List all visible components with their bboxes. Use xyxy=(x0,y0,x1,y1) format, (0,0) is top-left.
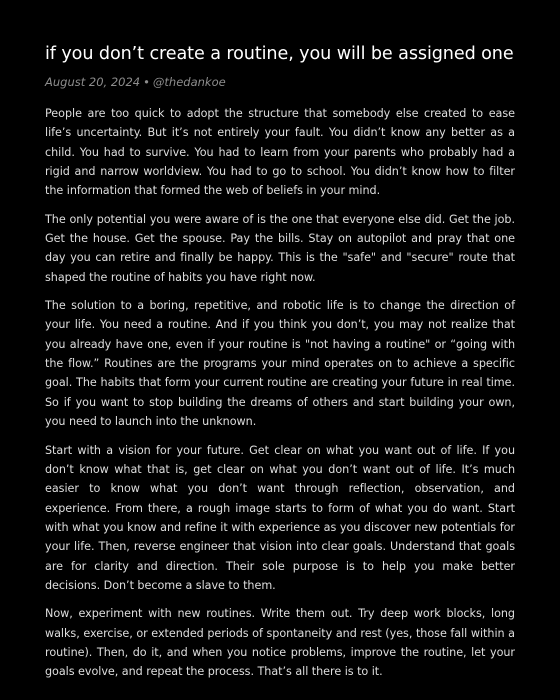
paragraph: Now, experiment with new routines. Write them out. Try deep work blocks, long walks, exercise, or extended periods of spontaneity and rest (yes, those fall within a routine). Then, do it, and when you notice problems, improve the routine, let your goals evolve, and repeat the process. That’s all there is to it. xyxy=(45,607,515,679)
meta-separator: • xyxy=(143,75,150,89)
paragraph: People are too quick to adopt the structure that somebody else created to ease life’s uncertainty. But it’s not entirely your fault. You didn’t know any better as a child. You had to survive. You had to learn from your parents who probably had a rigid and narrow worldview. You had to go to school. You didn’t know how to filter the information that formed the web of beliefs in your mind. xyxy=(45,107,515,198)
paragraph: The only potential you were aware of is the one that everyone else did. Get the job. Get the house. Get the spouse. Pay the bills. Stay on autopilot and pray that one day you can retire and finally be happy. This is the "safe" and "secure" route that shaped the routine of habits you have right now. xyxy=(45,212,515,284)
paragraph: Start with a vision for your future. Get clear on what you want out of life. If you don’t know what that is, get clear on what you don’t want out of life. It’s much easier to know what you don’t want through reflection, observation, and experience. From there, a rough image starts to form of what you do want. Start with what you know and refine it with experience as you discover new potentials for your life. Then, reverse engineer that vision into clear goals. Understand that goals are for clarity and direction. Their sole purpose is to help you make better decisions. Don’t become a slave to them. xyxy=(45,443,515,592)
article-title: if you don’t create a routine, you will be assigned one xyxy=(45,44,514,64)
author-handle: @thedankoe xyxy=(152,75,226,89)
article-meta xyxy=(45,74,515,90)
publish-date: August 20, 2024 xyxy=(45,75,141,89)
paragraph: The solution to a boring, repetitive, and robotic life is to change the direction of your life. You need a routine. And if you think you don’t, you may not realize that you already have one, even if your routine is "not having a routine" or “going with the flow.” Routines are the programs your mind operates on to achieve a specific goal. The habits that form your current routine are creating your future in real time. So if you want to stop building the dreams of others and start building your own, you need to launch into the unknown. xyxy=(45,299,515,429)
